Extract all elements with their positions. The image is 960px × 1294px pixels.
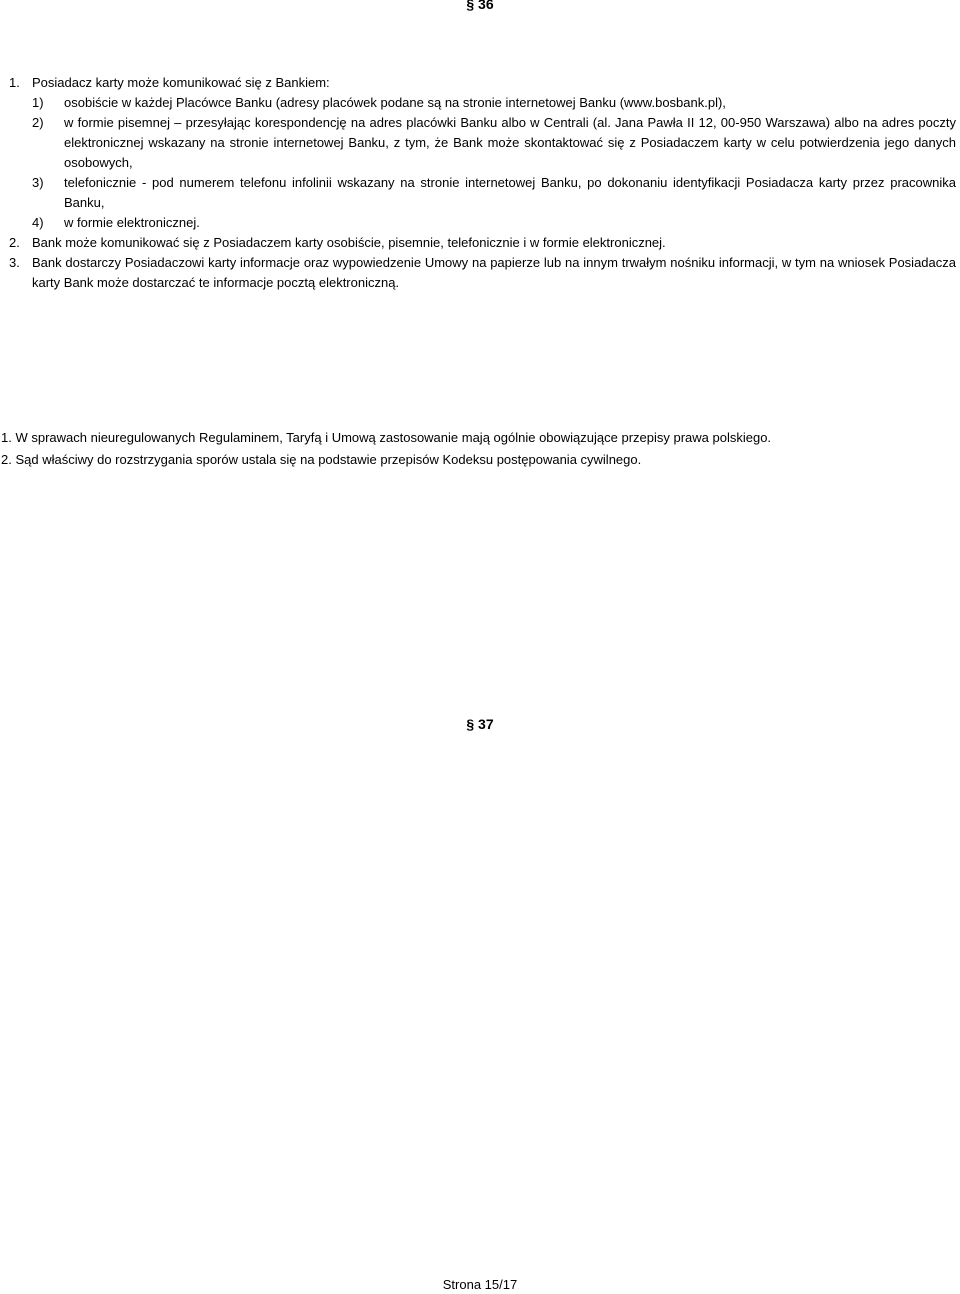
list-item-4-text: w formie elektronicznej.: [64, 215, 200, 230]
list-item-2-number: 2): [32, 115, 44, 130]
page-footer: Strona 15/17: [442, 1277, 518, 1292]
list-item-3-text: telefonicznie - pod numerem telefonu infolinii wskazany na stronie internetowej Banku, po dokonaniu identyfikacji Posiadacza karty przez pracownika Banku,: [64, 175, 956, 210]
section-36-heading: § 36: [466, 0, 494, 12]
list-item-1-text: osobiście w każdej Placówce Banku (adresy placówek podane są na stronie internetowej Banku (www.bosbank.pl),: [64, 95, 726, 110]
paragraph-2-text: Bank może komunikować się z Posiadaczem karty osobiście, pisemnie, telefonicznie i w formie elektronicznej.: [32, 235, 666, 250]
list-item-4-number: 4): [32, 215, 44, 230]
paragraph-1-number: 1.: [9, 75, 20, 90]
list-item-1-number: 1): [32, 95, 44, 110]
section-37-heading: § 37: [466, 716, 494, 732]
list-item-3-number: 3): [32, 175, 44, 190]
paragraph-3-number: 3.: [9, 255, 20, 270]
paragraph-2-number: 2.: [9, 235, 20, 250]
section-37-paragraph-1: 1. W sprawach nieuregulowanych Regulaminem, Taryfą i Umową zastosowanie mają ogólnie obowiązujące przepisy prawa polskiego.: [1, 430, 772, 445]
paragraph-3-text: Bank dostarczy Posiadaczowi karty informacje oraz wypowiedzenie Umowy na papierze lub na innym trwałym nośniku informacji, w tym na wniosek Posiadacza karty Bank może dostarczać te informacje pocztą elektroniczną.: [32, 255, 956, 290]
section-37-paragraph-2: 2. Sąd właściwy do rozstrzygania sporów ustala się na podstawie przepisów Kodeksu postępowania cywilnego.: [1, 452, 642, 467]
paragraph-1-text: Posiadacz karty może komunikować się z Bankiem:: [32, 75, 330, 90]
list-item-2-text: w formie pisemnej – przesyłając korespondencję na adres placówki Banku albo w Centrali (al. Jana Pawła II 12, 00-950 Warszawa) albo na adres poczty elektronicznej wskazany na stronie internetowej Banku, z tym, że Bank może skontaktować się z Posiadaczem karty w celu potwierdzenia jego danych osobowych,: [64, 115, 956, 170]
